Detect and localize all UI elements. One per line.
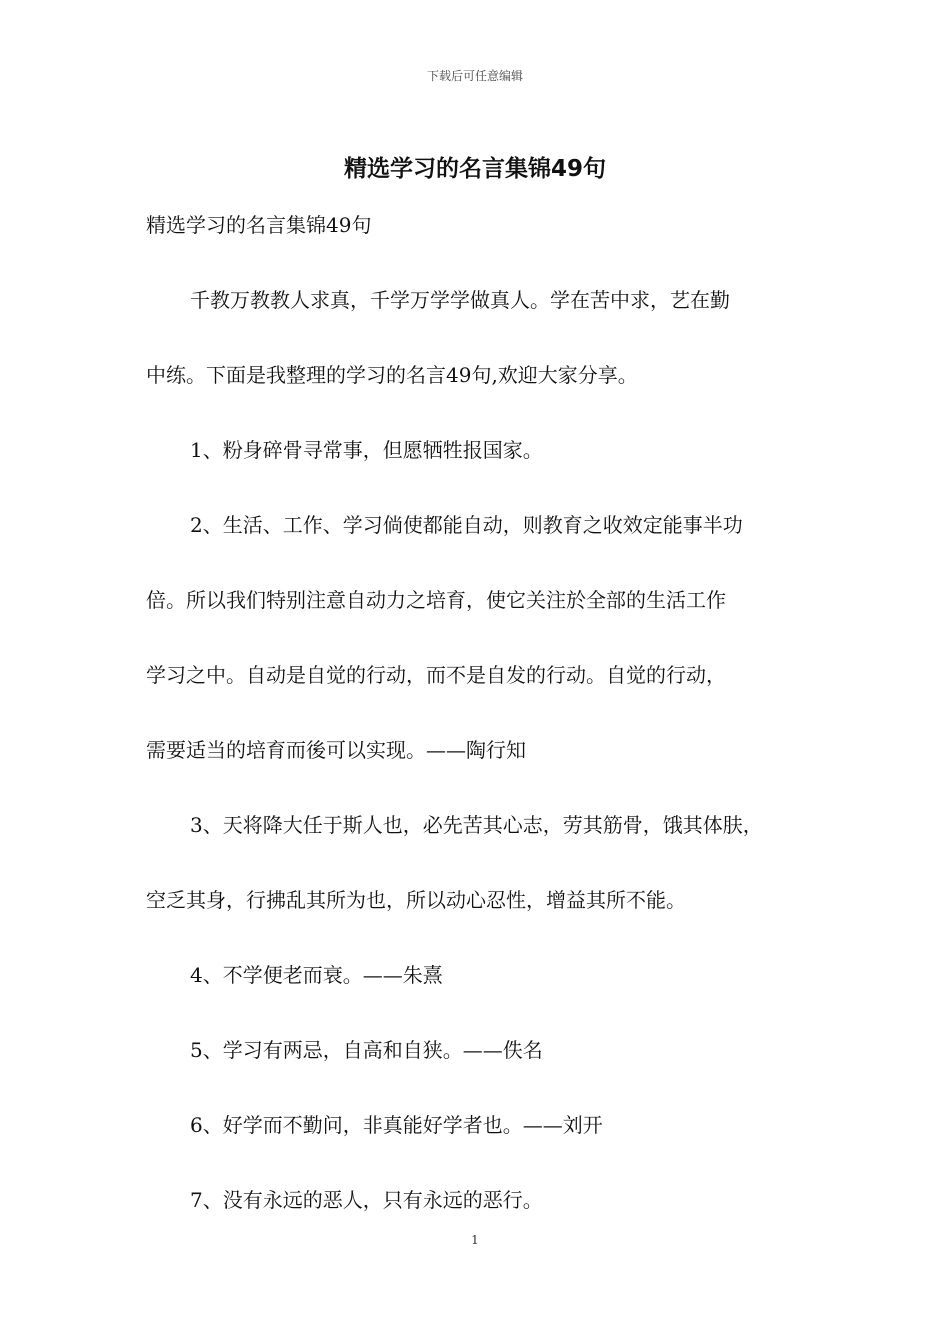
text-line: 2、生活、工作、学习倘使都能自动，则教育之收效定能事半功 (190, 513, 743, 537)
paragraph-lines (146, 282, 826, 1257)
text-line: 中练。下面是我整理的学习的名言49句,欢迎大家分享。 (146, 363, 638, 387)
text-line: 倍。所以我们特别注意自动力之培育，使它关注於全部的生活工作 (146, 588, 726, 612)
text-line: 3、天将降大任于斯人也，必先苦其心志，劳其筋骨，饿其体肤， (190, 813, 763, 837)
header-note: 下载后可任意编辑 (426, 69, 523, 83)
document-body (146, 207, 826, 1257)
document-subtitle: 精选学习的名言集锦49句 (146, 213, 372, 237)
text-line: 5、学习有两忌，自高和自狭。——佚名 (190, 1038, 543, 1062)
document-title: 精选学习的名言集锦49句 (343, 156, 606, 182)
text-line: 4、不学便老而衰。——朱熹 (190, 963, 443, 987)
text-line: 6、好学而不勤问，非真能好学者也。——刘开 (190, 1113, 603, 1137)
page-number: 1 (471, 1233, 479, 1247)
text-line: 千教万教教人求真，千学万学学做真人。学在苦中求，艺在勤 (190, 288, 730, 312)
text-line: 7、没有永远的恶人，只有永远的恶行。 (190, 1188, 543, 1212)
text-line: 空乏其身，行拂乱其所为也，所以动心忍性，增益其所不能。 (146, 888, 686, 912)
text-line: 学习之中。自动是自觉的行动，而不是自发的行动。自觉的行动， (146, 663, 726, 687)
text-line: 需要适当的培育而後可以实现。——陶行知 (146, 738, 526, 762)
text-line: 1、粉身碎骨寻常事，但愿牺牲报国家。 (190, 438, 543, 462)
